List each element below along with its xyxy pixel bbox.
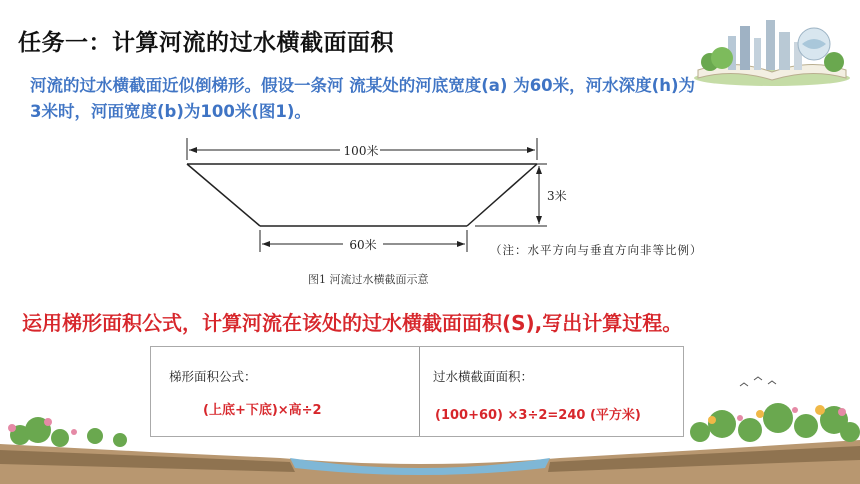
answer-box-divider [419,347,420,436]
problem-description: 河流的过水横截面近似倒梯形。假设一条河 流某处的河底宽度(a) 为60米，河水深度(h)为3米时，河面宽度(b)为100米(图1)。 [30,76,695,121]
top-width-label: 100米 [343,144,379,158]
area-answer: (100+60) ×3÷2=240 (平方米) [435,408,641,423]
river-cross-section-diagram [175,130,735,290]
depth-label: 3米 [547,189,567,203]
page-title: 任务一：计算河流的过水横截面面积 [18,30,394,56]
book-city-illustration [688,8,856,88]
figure-caption: 图1 河流过水横截面示意 [308,273,429,286]
answer-box [150,346,684,437]
task-instruction: 运用梯形面积公式，计算河流在该处的过水横截面面积(S),写出计算过程。 [22,311,683,335]
figure-note: （注：水平方向与垂直方向非等比例） [490,243,703,257]
left-bank-line [187,164,260,226]
area-label: 过水横截面面积： [433,369,534,384]
right-bank-line [467,164,537,226]
bottom-width-label: 60米 [349,238,377,252]
formula-answer: (上底+下底)×高÷2 [203,403,322,418]
formula-label: 梯形面积公式： [169,369,257,384]
